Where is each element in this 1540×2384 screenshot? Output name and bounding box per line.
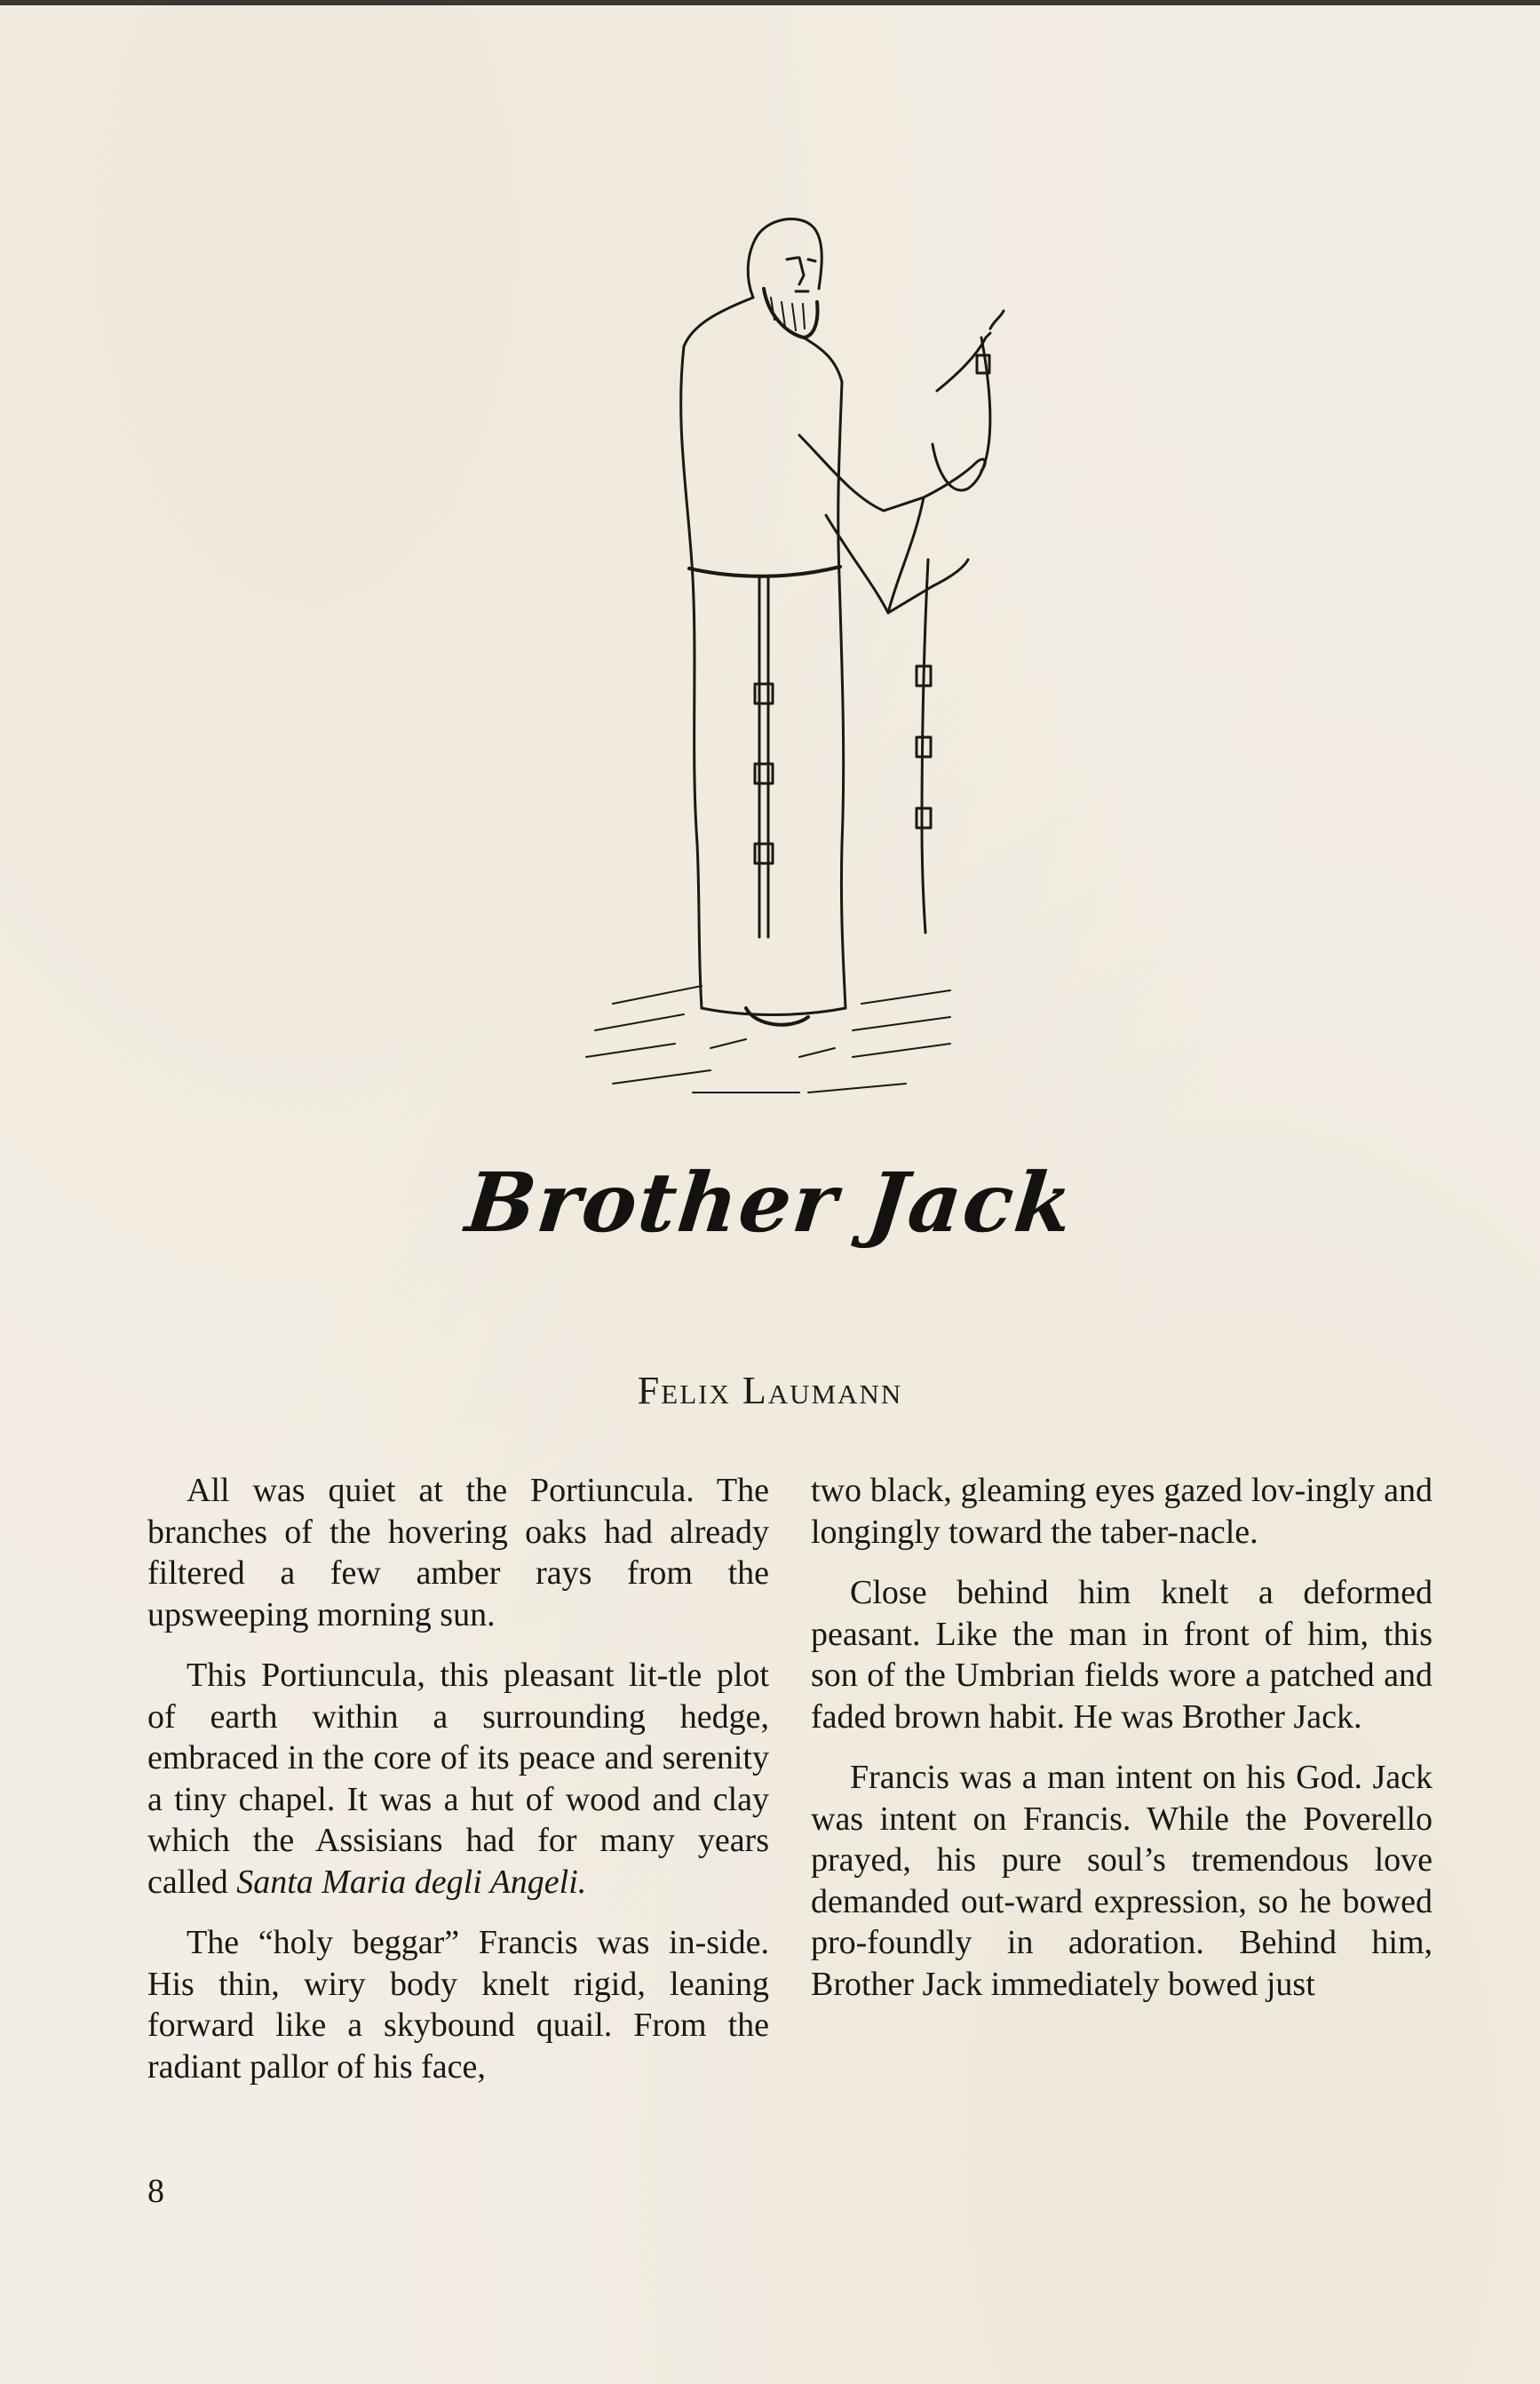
text-column-left bbox=[147, 1470, 769, 2107]
article-author: Felix Laumann bbox=[637, 1369, 903, 1412]
page-top-edge bbox=[0, 0, 1540, 5]
page-number: 8 bbox=[147, 2173, 164, 2210]
paragraph: Close behind him knelt a deformed peasant. Like the man in front of him, this son of the Umbrian fields wore a patched and faded brown habit. He was Brother Jack. bbox=[811, 1574, 1433, 1736]
paragraph: Francis was a man intent on his God. Jack was intent on Francis. While the Poverello prayed, his pure soul’s tremendous love demanded out-ward expression, so he bowed pro-foundly in adoration. Behind him, Brother Jack immediately bowed just bbox=[811, 1759, 1433, 2003]
paragraph bbox=[147, 1655, 769, 1903]
paragraph-text: This Portiuncula, this pleasant lit-tle plot of earth within a surrounding hedge, embraced in the core of its peace and serenity a tiny chapel. It was a hut of wood and clay which the Assisians had for many years called bbox=[147, 1657, 769, 1901]
italic-place-name: Santa Maria degli Angeli. bbox=[236, 1863, 587, 1901]
friar-with-rosary-illustration bbox=[533, 204, 1030, 1119]
paragraph: two black, gleaming eyes gazed lov-ingly and longingly toward the taber-nacle. bbox=[811, 1472, 1433, 1551]
text-column-right bbox=[811, 1470, 1433, 2024]
paragraph: The “holy beggar” Francis was in-side. His thin, wiry body knelt rigid, leaning forward like a skybound quail. From the radiant pallor of his face, bbox=[147, 1924, 769, 2086]
article-title: Brother Jack bbox=[461, 1155, 1079, 1251]
paragraph: All was quiet at the Portiuncula. The branches of the hovering oaks had already filtered a few amber rays from the upsweeping morning sun. bbox=[147, 1472, 769, 1633]
